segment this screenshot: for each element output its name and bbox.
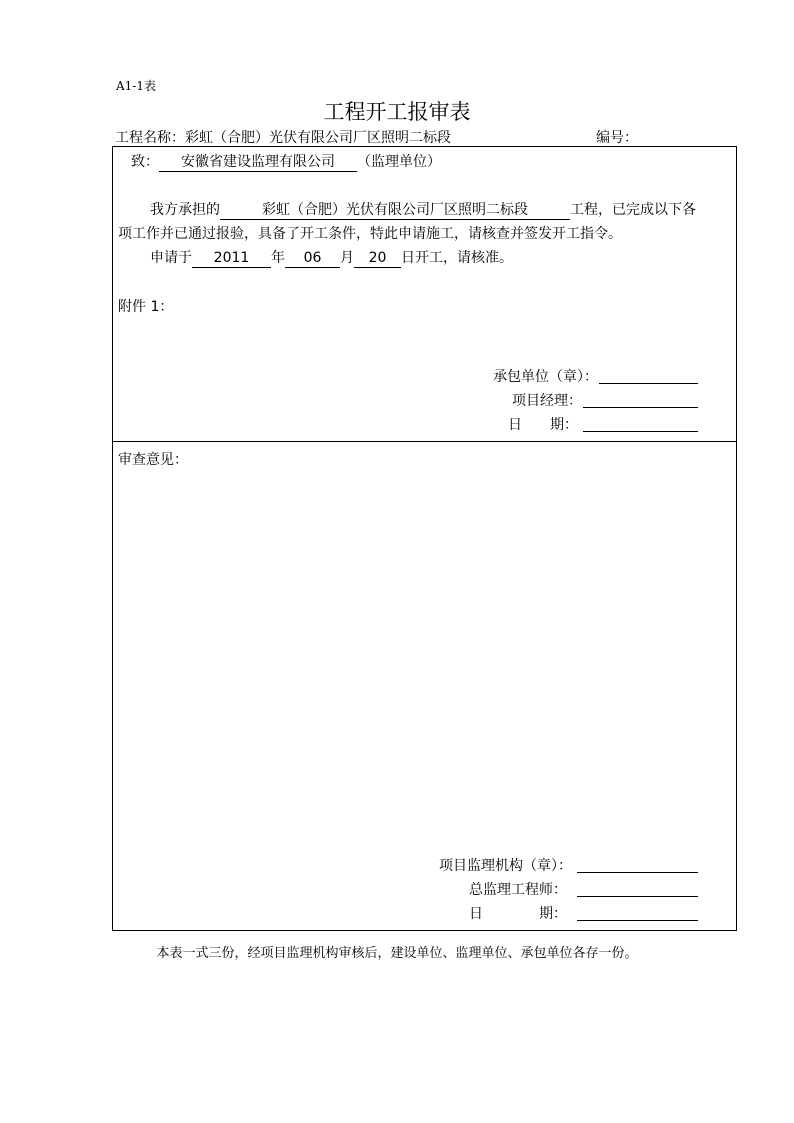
body-line-1 bbox=[150, 199, 696, 220]
project-name-line bbox=[115, 127, 451, 147]
contractor-unit-label: 承包单位（章）： bbox=[493, 369, 598, 385]
attachment-label: 附件 1： bbox=[118, 299, 174, 315]
body-line-2: 项工作并已通过报验，具备了开工条件，特此申请施工，请核查并签发开工指令。 bbox=[118, 226, 622, 242]
apply-month: 06 bbox=[285, 250, 340, 268]
body-part2: 工程，已完成以下各 bbox=[570, 202, 696, 218]
supervision-org-line bbox=[577, 872, 698, 873]
review-label: 审查意见： bbox=[118, 452, 188, 468]
month-label: 月 bbox=[340, 250, 354, 266]
apply-date-line bbox=[150, 247, 513, 268]
apply-prefix: 申请于 bbox=[150, 250, 192, 266]
day-label: 日开工，请核准。 bbox=[401, 250, 513, 266]
project-manager-label: 项目经理： bbox=[512, 393, 582, 409]
form-number-label: 编号： bbox=[596, 130, 638, 146]
supervisor-date-label: 日 期： bbox=[469, 906, 567, 922]
contractor-date-label: 日 期： bbox=[508, 417, 578, 433]
contractor-unit-line bbox=[599, 383, 698, 384]
project-manager-line bbox=[583, 407, 698, 408]
addressee-name: 安徽省建设监理有限公司 bbox=[159, 154, 357, 172]
chief-engineer-label: 总监理工程师： bbox=[469, 882, 567, 898]
chief-engineer-line bbox=[577, 896, 698, 897]
apply-year: 2011 bbox=[192, 250, 271, 268]
supervisor-date-line bbox=[577, 920, 698, 921]
page-title: 工程开工报审表 bbox=[323, 100, 471, 124]
apply-day: 20 bbox=[354, 250, 401, 268]
addressee-suffix: （监理单位） bbox=[357, 154, 441, 170]
project-name-value: 彩虹（合肥）光伏有限公司厂区照明二标段 bbox=[185, 130, 451, 146]
body-part1: 我方承担的 bbox=[150, 202, 220, 218]
footnote: 本表一式三份，经项目监理机构审核后，建设单位、监理单位、承包单位各存一份。 bbox=[156, 946, 638, 961]
form-code: A1-1表 bbox=[116, 79, 156, 93]
year-label: 年 bbox=[271, 250, 285, 266]
contractor-date-line bbox=[583, 431, 698, 432]
section-divider bbox=[112, 441, 737, 442]
supervision-org-label: 项目监理机构（章）： bbox=[439, 858, 572, 874]
body-project-name: 彩虹（合肥）光伏有限公司厂区照明二标段 bbox=[220, 202, 570, 220]
project-name-label: 工程名称： bbox=[115, 130, 185, 146]
addressee-prefix: 致： bbox=[131, 154, 159, 170]
addressee-line bbox=[131, 151, 441, 172]
